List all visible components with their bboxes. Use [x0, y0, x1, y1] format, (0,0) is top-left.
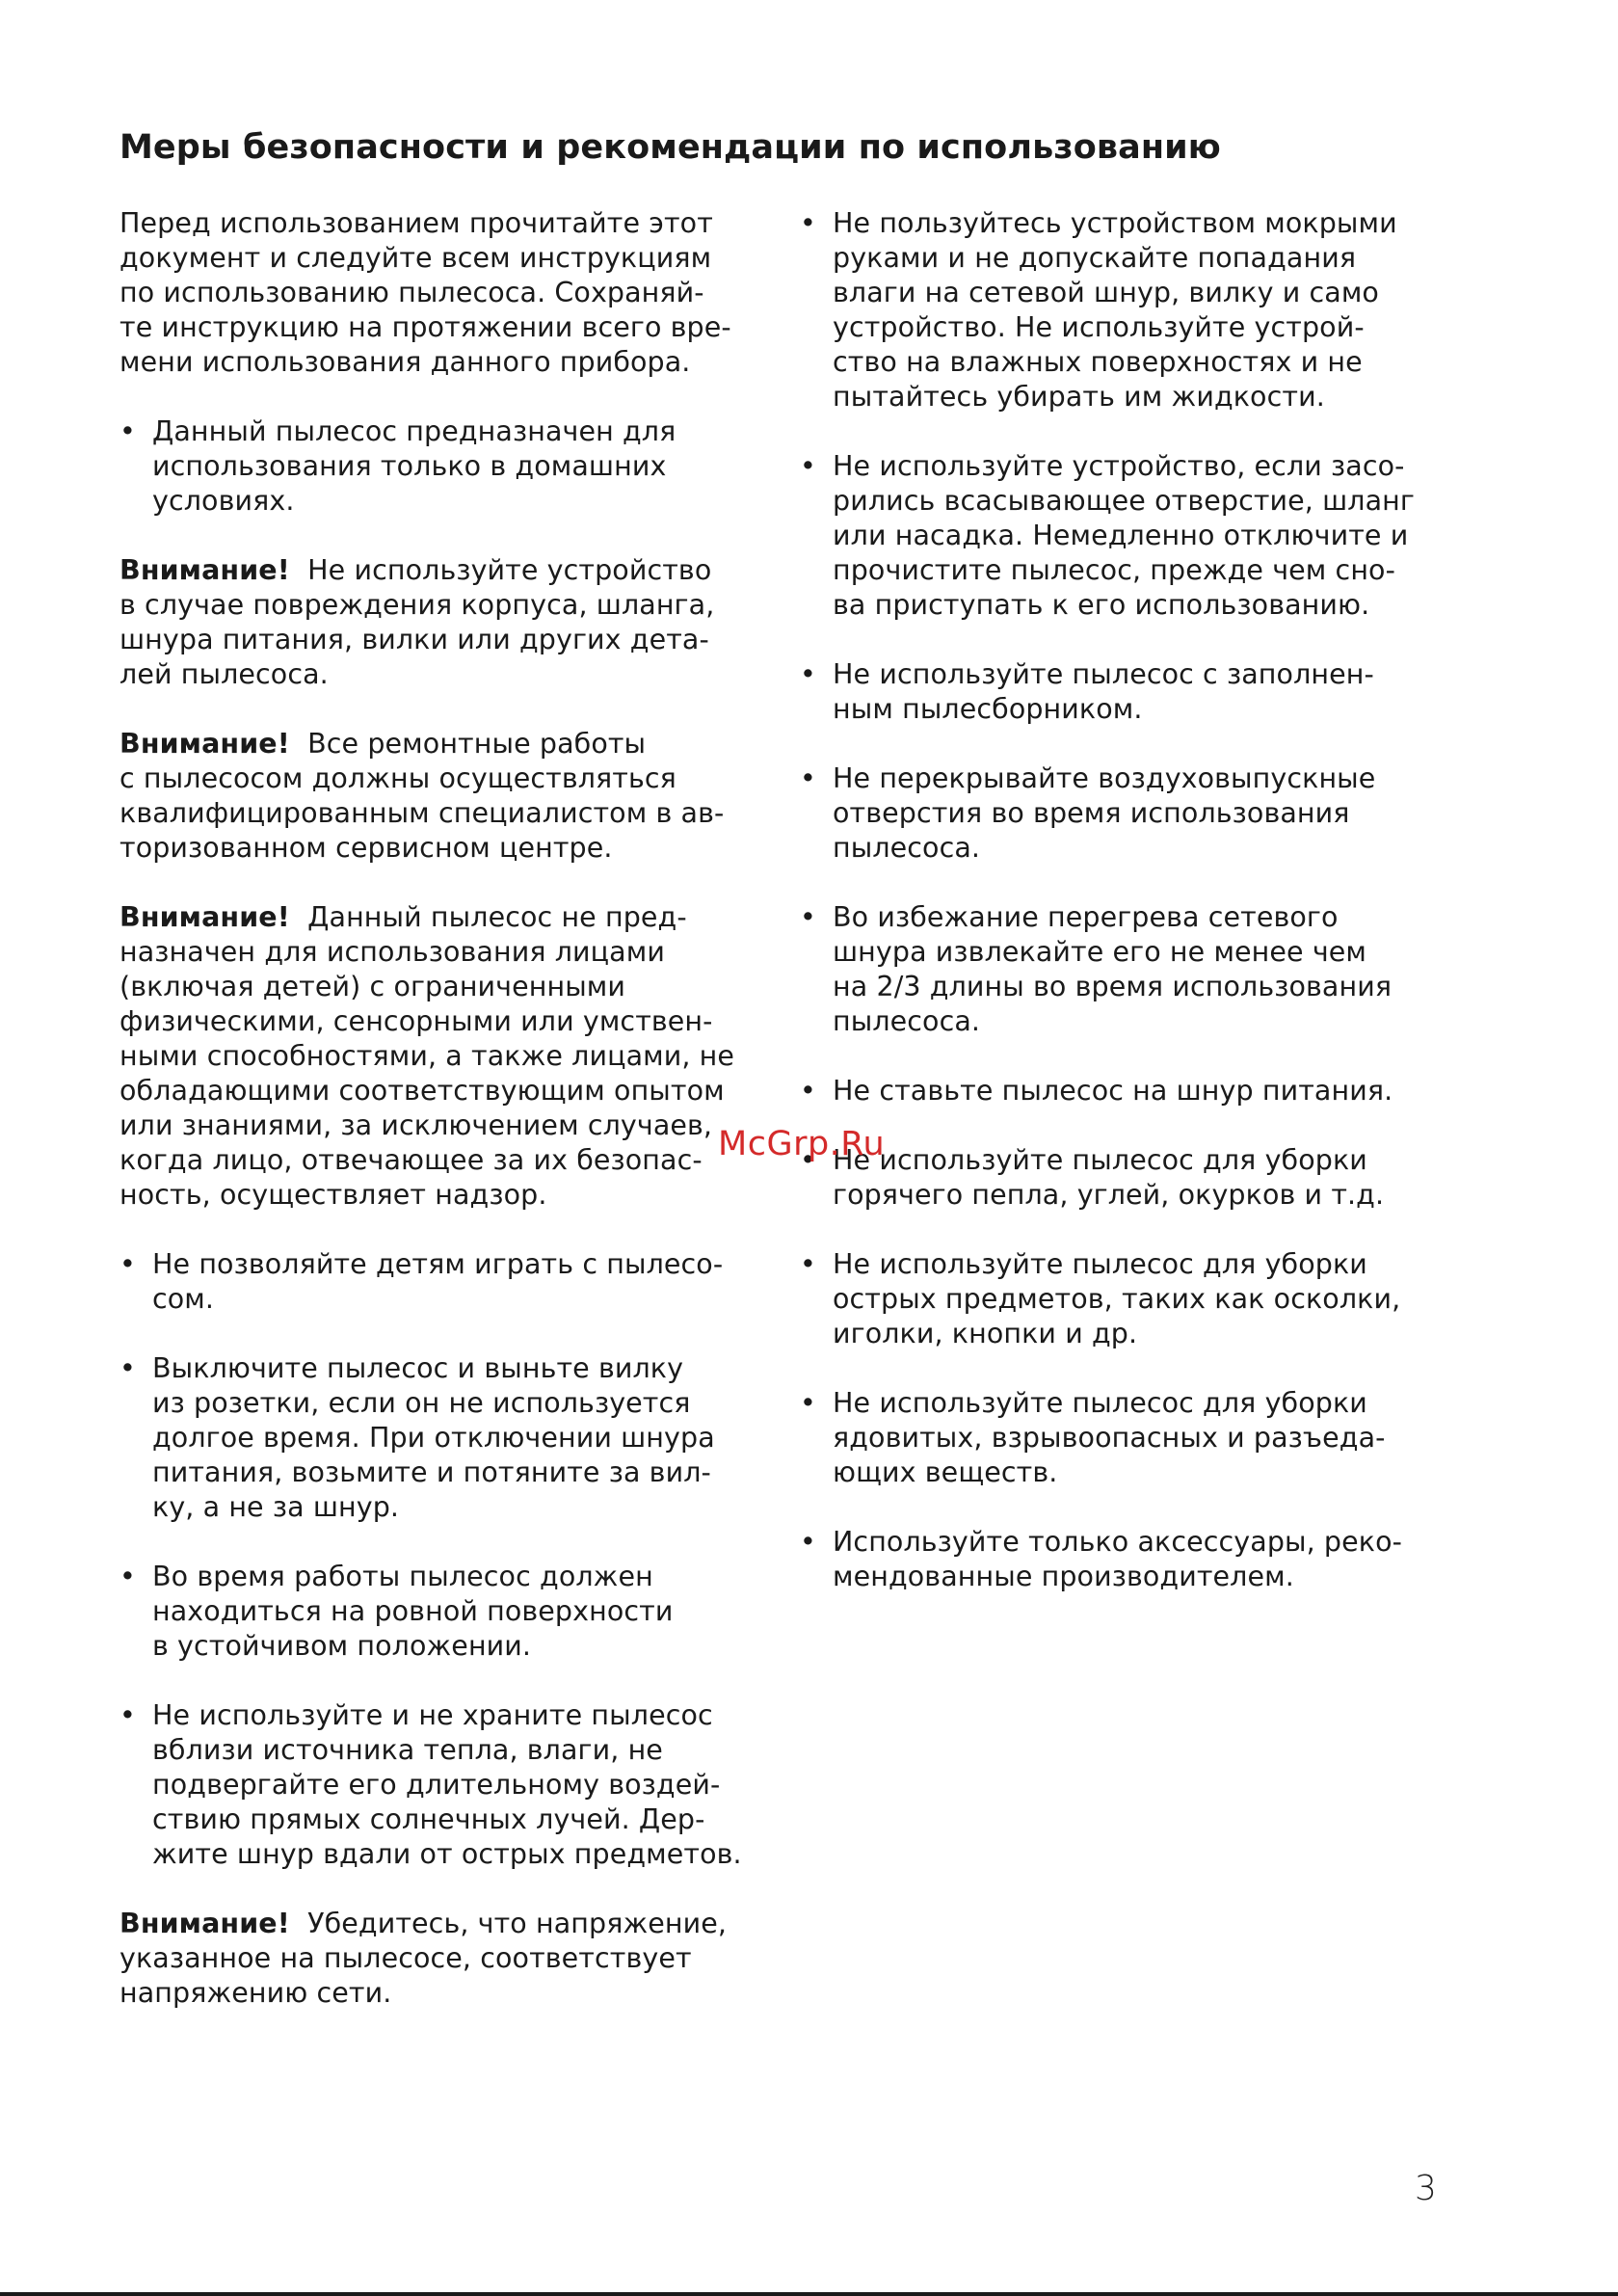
- list-item: • Во избежание перегрева сетевого шнура извлекайте его не менее чем на 2/3 длины во время использования пылесоса.: [800, 900, 1465, 1039]
- right-column: [800, 206, 1465, 1629]
- warning-text: Данный пылесос не пред- назначен для использования лицами (включая детей) с ограниченными физическими, сенсорными или умствен- ными способностями, а также лицами, не обладающими соответствующим опытом или знаниями, за исключением случаев, когда лицо, отвечающее за их безопас- ность, осуществляет надзор.: [119, 901, 735, 1211]
- list-item: • Не используйте устройство, если засо- рились всасывающее отверстие, шланг или насадка. Немедленно отключите и прочистите пылесос, прежде чем сно- ва приступать к его использованию.: [800, 449, 1465, 623]
- list-item: • Не ставьте пылесос на шнур питания.: [800, 1074, 1465, 1108]
- list-item: • Не используйте и не храните пылесос вблизи источника тепла, влаги, не подвергайте его длительному воздей- ствию прямых солнечных лучей. Дер- жите шнур вдали от острых предметов.: [119, 1698, 765, 1872]
- page-title: Меры безопасности и рекомендации по использованию: [119, 128, 1221, 167]
- warning-label: Внимание!: [119, 1908, 290, 1939]
- warning-label: Внимание!: [119, 901, 290, 933]
- warning-paragraph: [119, 1907, 765, 2011]
- list-item: • Не используйте пылесос для уборки горячего пепла, углей, окурков и т.д.: [800, 1143, 1465, 1213]
- list-item: • Не используйте пылесос с заполнен- ным пылесборником.: [800, 657, 1465, 727]
- list-item: • Не пользуйтесь устройством мокрыми руками и не допускайте попадания влаги на сетевой шнур, вилку и само устройство. Не используйте устрой- ство на влажных поверхностях и не пытайтесь убирать им жидкости.: [800, 206, 1465, 414]
- list-item: • Не перекрывайте воздуховыпускные отверстия во время использования пылесоса.: [800, 761, 1465, 866]
- left-column: [119, 206, 765, 2045]
- warning-label: Внимание!: [119, 554, 290, 586]
- list-item: • Не используйте пылесос для уборки ядовитых, взрывоопасных и разъеда- ющих веществ.: [800, 1386, 1465, 1490]
- warning-paragraph: [119, 900, 765, 1213]
- warning-paragraph: [119, 727, 765, 866]
- list-item: • Не используйте пылесос для уборки острых предметов, таких как осколки, иголки, кнопки и др.: [800, 1247, 1465, 1351]
- intro-paragraph: Перед использованием прочитайте этот документ и следуйте всем инструкциям по использованию пылесоса. Сохраняй- те инструкцию на протяжении всего вре- мени использования данного прибора.: [119, 207, 731, 378]
- page-number: 3: [1415, 2169, 1437, 2208]
- warning-label: Внимание!: [119, 728, 290, 760]
- list-item: • Данный пылесос предназначен для использования только в домашних условиях.: [119, 414, 765, 519]
- warning-text: Убедитесь, что напряжение, указанное на пылесосе, соответствует напряжению сети.: [119, 1908, 728, 2009]
- list-item: • Используйте только аксессуары, реко- мендованные производителем.: [800, 1525, 1465, 1594]
- footer-divider: [0, 2292, 1618, 2296]
- warning-text: Не используйте устройство в случае повреждения корпуса, шланга, шнура питания, вилки или других дета- лей пылесоса.: [119, 554, 715, 690]
- warning-text: Все ремонтные работы с пылесосом должны осуществляться квалифицированным специалистом в ав- торизованном сервисном центре.: [119, 728, 725, 864]
- list-item: • Выключите пылесос и выньте вилку из розетки, если он не используется долгое время. При отключении шнура питания, возьмите и потяните за вил- ку, а не за шнур.: [119, 1351, 765, 1525]
- warning-paragraph: [119, 553, 765, 692]
- list-item: • Во время работы пылесос должен находиться на ровной поверхности в устойчивом положении.: [119, 1560, 765, 1664]
- list-item: • Не позволяйте детям играть с пылесо- сом.: [119, 1247, 765, 1317]
- watermark: McGrp.Ru: [718, 1125, 886, 1163]
